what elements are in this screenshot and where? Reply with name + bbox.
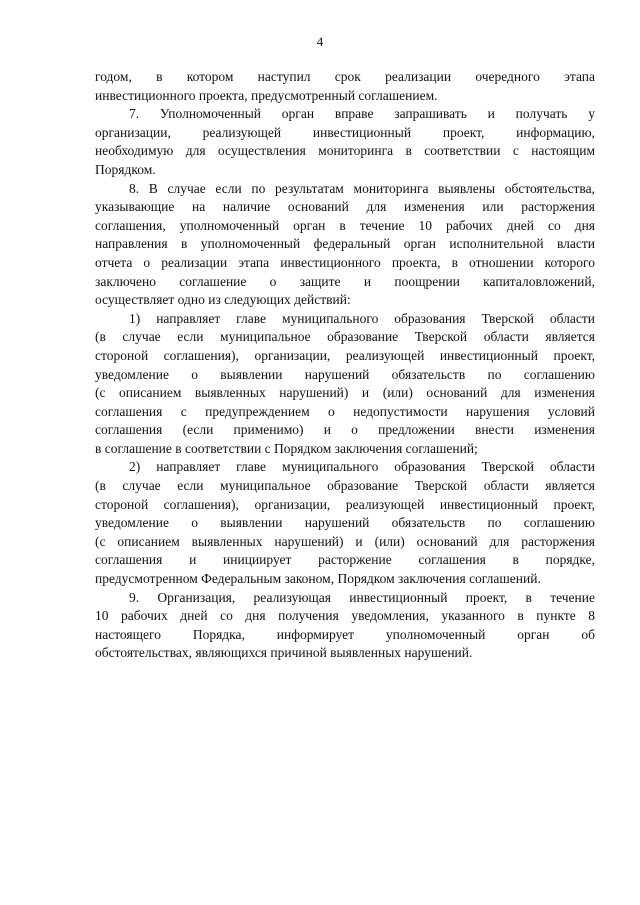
text-line: обстоятельствах, являющихся причиной выявленных нарушений.: [95, 645, 473, 661]
page-number: 4: [316, 34, 324, 49]
paragraph-8-item-2: [95, 458, 595, 588]
paragraph-8: [95, 180, 595, 310]
text-line: в соглашение в соответствии с Порядком заключения соглашений;: [95, 440, 478, 456]
text-line: 8. В случае если по результатам мониторинга выявлены обстоятельства,: [129, 180, 595, 196]
text-line: 10 рабочих дней со дня получения уведомления, указанного в пункте 8: [95, 608, 595, 624]
text-line: 9. Организация, реализующая инвестиционный проект, в течение: [129, 589, 595, 605]
document-body: [95, 68, 595, 663]
text-line: заключено соглашение о защите и поощрении капиталовложений,: [95, 273, 595, 289]
paragraph-7: [95, 105, 595, 179]
text-line: стороной соглашения), организации, реализующей инвестиционный проект,: [95, 347, 595, 363]
text-line: организации, реализующей инвестиционный проект, информацию,: [95, 124, 595, 140]
text-line: Порядком.: [95, 161, 156, 177]
text-line: инвестиционного проекта, предусмотренный соглашением.: [95, 87, 438, 103]
text-line: отчета о реализации этапа инвестиционного проекта, в отношении которого: [95, 254, 595, 270]
text-line: соглашения и инициирует расторжение соглашения в порядке,: [95, 552, 595, 568]
text-line: указывающие на наличие оснований для изменения или расторжения: [95, 199, 595, 215]
text-line: необходимую для осуществления мониторинга в соответствии с настоящим: [95, 143, 595, 159]
text-line: уведомление о выявлении нарушений обязательств по соглашению: [95, 515, 595, 531]
text-line: соглашения с предупреждением о недопустимости нарушения условий: [95, 403, 595, 419]
text-line: осуществляет одно из следующих действий:: [95, 292, 351, 308]
text-line: стороной соглашения), организации, реализующей инвестиционный проект,: [95, 496, 595, 512]
text-line: 1) направляет главе муниципального образования Тверской области: [129, 310, 595, 326]
paragraph-8-item-1: [95, 310, 595, 459]
text-line: соглашения (если применимо) и о предложении внести изменения: [95, 422, 595, 438]
text-line: соглашения, уполномоченный орган в течение 10 рабочих дней со дня: [95, 217, 595, 233]
text-line: направления в уполномоченный федеральный орган исполнительной власти: [95, 236, 595, 252]
text-line: годом, в котором наступил срок реализации очередного этапа: [95, 69, 595, 84]
paragraph-continuation: [95, 68, 595, 105]
text-line: настоящего Порядка, информирует уполномоченный орган об: [95, 626, 595, 642]
text-line: (с описанием выявленных нарушений) и (или) оснований для расторжения: [95, 533, 595, 549]
text-line: (с описанием выявленных нарушений) и (или) оснований для изменения: [95, 385, 595, 401]
text-line: уведомление о выявлении нарушений обязательств по соглашению: [95, 366, 595, 382]
paragraph-9: [95, 589, 595, 663]
text-line: предусмотренном Федеральным законом, Порядком заключения соглашений.: [95, 571, 541, 587]
text-line: (в случае если муниципальное образование Тверской области является: [95, 478, 595, 494]
text-line: (в случае если муниципальное образование Тверской области является: [95, 329, 595, 345]
text-line: 2) направляет главе муниципального образования Тверской области: [129, 459, 595, 475]
text-line: 7. Уполномоченный орган вправе запрашивать и получать у: [129, 106, 595, 122]
